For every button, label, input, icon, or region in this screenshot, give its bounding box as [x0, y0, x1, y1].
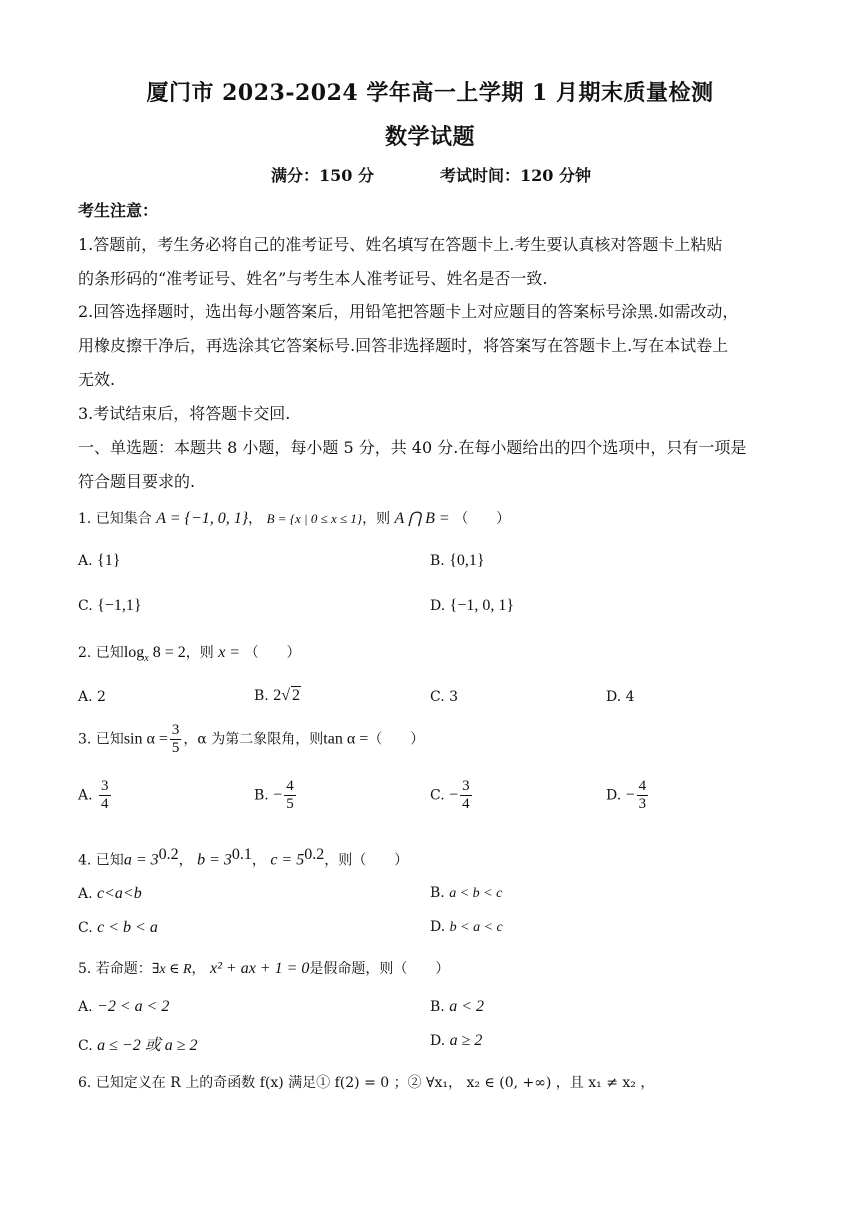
- denominator: 4: [101, 796, 109, 812]
- q1-set-a: A = {−1, 0, 1}: [156, 510, 249, 527]
- section-heading-line-1: 一、单选题：本题共 8 小题，每小题 5 分，共 40 分.在每小题给出的四个选项中，只有一项是: [78, 438, 747, 457]
- option-value: a < b < c: [449, 886, 503, 901]
- option-fraction: [460, 778, 472, 813]
- minus-sign: −: [625, 786, 635, 804]
- option-fraction: [637, 778, 649, 813]
- q1-set-b: B = {x | 0 ≤ x ≤ 1}: [266, 511, 363, 526]
- q5-ask: 是假命题，则: [309, 961, 394, 977]
- notice-item-2-line-1: 2.回答选择题时，选出每小题答案后，用铅笔把答题卡上对应题目的答案标号涂黑.如需改动，: [78, 302, 739, 321]
- q2-option-b: [254, 686, 301, 705]
- q2-base: x: [144, 652, 149, 664]
- question-2: [78, 642, 301, 664]
- question-3: [78, 722, 424, 757]
- q3-option-b: [254, 778, 298, 813]
- q5-paren: （ ）: [393, 961, 450, 977]
- numerator: 3: [462, 778, 470, 794]
- numerator: 4: [286, 778, 294, 794]
- option-value: {−1, 0, 1}: [449, 597, 515, 614]
- page-title: 厦门市 2023-2024 学年高一上学期 1 月期末质量检测: [146, 80, 714, 106]
- q4-option-d: [430, 919, 503, 936]
- q1-ask: ，则: [362, 511, 391, 527]
- q2-option-c: C. 3: [430, 689, 459, 705]
- q2-option-d: D. 4: [606, 689, 635, 705]
- q4-b-exp: 0.1: [231, 846, 252, 863]
- option-fraction: [284, 778, 296, 813]
- full-score: 满分：150 分: [271, 166, 374, 185]
- q3-option-d: [606, 778, 650, 813]
- notice-item-3: 3.考试结束后，将答题卡交回.: [78, 404, 291, 423]
- option-fraction: [99, 778, 111, 813]
- notice-item-1-line-2: 的条形码的“准考证号、姓名”与考生本人准考证号、姓名是否一致.: [78, 269, 548, 288]
- option-letter: A.: [78, 999, 93, 1015]
- q1-option-d: [430, 597, 514, 615]
- radicand: 2: [291, 687, 300, 704]
- q3-prefix: 3. 已知: [78, 731, 124, 748]
- coef: 2: [273, 687, 282, 704]
- notice-item-1-line-1: [78, 232, 722, 255]
- option-letter: C.: [430, 787, 445, 804]
- option-letter: A.: [78, 886, 93, 902]
- option-value: b < a < c: [449, 920, 503, 935]
- q5-option-b: [430, 998, 484, 1016]
- question-6: 6. 已知定义在 R 上的奇函数 f(x) 满足① f(2) = 0 ；② ∀x₁， x₂ ∈ (0, +∞) ，且 x₁ ≠ x₂ ，: [78, 1075, 655, 1091]
- q4-a: a = 3: [123, 851, 159, 869]
- option-letter: B.: [430, 553, 445, 569]
- q4-option-b: [430, 885, 502, 902]
- question-4: [78, 846, 408, 870]
- option-letter: B.: [254, 787, 269, 804]
- notice-item-2-line-2: 用橡皮擦干净后，再选涂其它答案标号.回答非选择题时，将答案写在答题卡上.写在本试卷上: [78, 336, 729, 355]
- question-5: [78, 958, 449, 978]
- denominator: 5: [286, 796, 294, 812]
- option-letter: B.: [430, 885, 445, 901]
- option-value: a ≥ 2: [449, 1032, 483, 1049]
- q1-option-c: [78, 597, 142, 615]
- q4-a-exp: 0.2: [158, 846, 179, 863]
- q3-option-a: [78, 778, 113, 813]
- q3-sin: sin α =: [123, 730, 168, 748]
- option-letter: B.: [254, 688, 269, 704]
- q5-sep: ，: [191, 961, 206, 977]
- option-letter: D.: [606, 787, 622, 804]
- option-letter: D.: [430, 1033, 446, 1049]
- q2-eq: 8 = 2: [148, 644, 186, 661]
- q1-option-a: [78, 552, 120, 570]
- option-value: c<a<b: [97, 885, 142, 902]
- q5-equation: x² + ax + 1 = 0: [210, 960, 310, 977]
- numerator: 3: [171, 722, 180, 738]
- question-1: [78, 508, 510, 528]
- option-value: −2 < a < 2: [97, 998, 170, 1015]
- option-value: a ≤ −2 或 a ≥ 2: [97, 1037, 198, 1054]
- q5-option-d: [430, 1032, 482, 1050]
- option-value: 2√ 2: [273, 687, 300, 704]
- option-value: c < b < a: [97, 919, 158, 936]
- q2-option-a: A. 2: [78, 689, 106, 705]
- numerator: 4: [638, 778, 647, 794]
- option-letter: C.: [78, 920, 93, 936]
- q3-fraction: [170, 722, 182, 757]
- q2-paren: （ ）: [244, 645, 301, 661]
- q4-c: c = 5: [270, 851, 305, 869]
- q1-option-b: [430, 552, 485, 570]
- q4-option-a: [78, 885, 142, 903]
- q2-ask: ，则: [185, 645, 214, 661]
- q3-paren: （ ）: [368, 731, 425, 748]
- q4-b: b = 3: [197, 851, 232, 869]
- q4-paren: （ ）: [352, 852, 409, 869]
- page-subtitle: 数学试题: [384, 124, 475, 150]
- numerator: 3: [101, 778, 109, 794]
- option-letter: C.: [78, 598, 93, 614]
- option-value: a < 2: [449, 998, 484, 1015]
- section-heading-line-2: 符合题目要求的.: [78, 472, 196, 491]
- option-letter: A.: [78, 553, 93, 569]
- q4-ask: ，则: [324, 852, 353, 869]
- option-letter: D.: [430, 598, 446, 614]
- q5-exists: ∃x ∈ R: [151, 962, 192, 977]
- minus-sign: −: [449, 786, 459, 804]
- notice-heading: 考生注意：: [78, 201, 159, 220]
- denominator: 5: [171, 740, 180, 756]
- option-letter: A.: [78, 787, 93, 804]
- q4-option-c: [78, 919, 158, 937]
- q4-sep2: ，: [251, 852, 266, 869]
- option-value: {−1,1}: [97, 597, 142, 614]
- q5-prefix: 5. 若命题：: [78, 961, 152, 977]
- denominator: 3: [638, 796, 647, 812]
- q2-log: log: [123, 644, 145, 661]
- option-letter: B.: [430, 999, 445, 1015]
- q4-prefix: 4. 已知: [78, 852, 124, 869]
- q3-option-c: [430, 778, 474, 813]
- option-value: {1}: [97, 552, 121, 569]
- q5-option-a: [78, 998, 169, 1016]
- q1-prefix: 1. 已知集合: [78, 511, 152, 527]
- exam-time: 考试时间：120 分钟: [440, 166, 591, 185]
- q4-sep1: ，: [178, 852, 193, 869]
- q2-prefix: 2. 已知: [78, 645, 124, 661]
- q1-sep: ，: [248, 511, 263, 527]
- q4-c-exp: 0.2: [304, 846, 325, 863]
- q3-tan: tan α =: [323, 730, 369, 748]
- q5-option-c: [78, 1032, 198, 1055]
- q1-paren: （ ）: [454, 511, 511, 527]
- notice-text: 1.答题前，考生务必将自己的准考证号、姓名填写在答题卡上.考生要认真核对答题卡上粘贴: [78, 235, 723, 254]
- option-letter: D.: [430, 919, 446, 935]
- notice-item-2-line-3: 无效.: [78, 370, 116, 389]
- q1-expr: A ⋂ B =: [394, 510, 450, 527]
- option-letter: C.: [78, 1038, 93, 1054]
- minus-sign: −: [273, 786, 283, 804]
- q3-mid: ，α 为第二象限角，则: [183, 731, 324, 748]
- option-value: {0,1}: [449, 552, 485, 569]
- denominator: 4: [462, 796, 470, 812]
- q2-x: x =: [218, 644, 241, 661]
